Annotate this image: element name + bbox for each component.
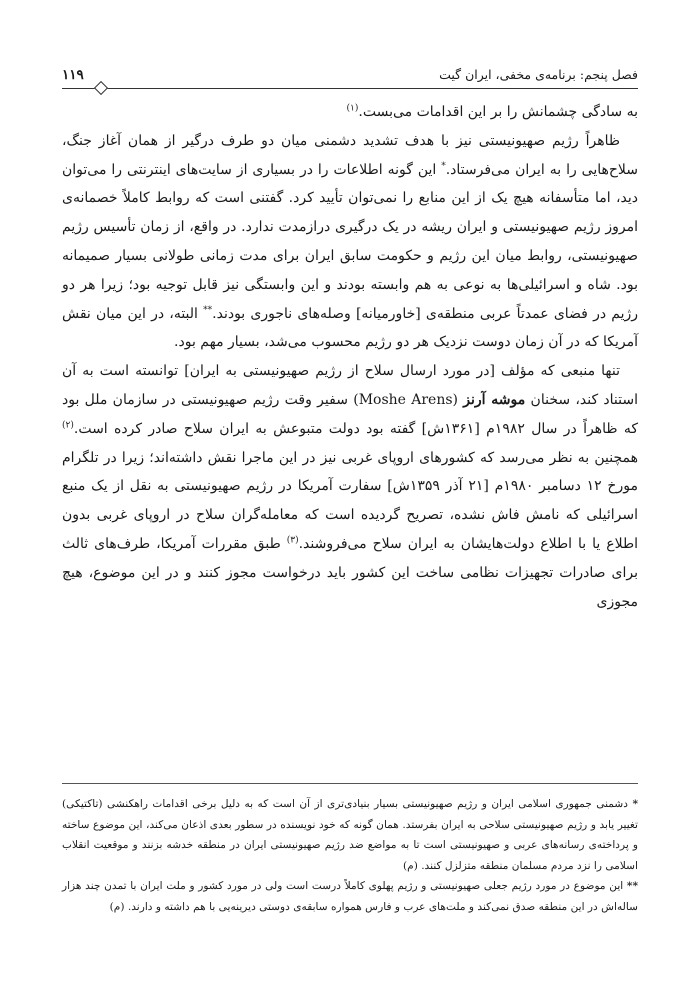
paragraph-text: البته، در این میان نقش آمریکا که در آن زمان دوست نزدیک هر دو رژیم محسوب می‌شد، بسیار مهم بود. [62, 305, 638, 351]
footnote-marker: * [632, 798, 638, 810]
footnote-separator [62, 783, 638, 784]
footnote-mark-1: * [441, 160, 446, 171]
paragraph-text: (Moshe Arens) سفیر وقت رژیم صهیونیستی در سازمان ملل بود که ظاهراً در سال ۱۹۸۲م [۱۳۶۱ش] گفته بود دولت متبوعش به ایران سلاح صادر کرده است. [62, 391, 638, 437]
header-rule [62, 88, 638, 89]
paragraph-text: تنها منبعی که مؤلف [در مورد ارسال سلاح از رژیم صهیونیستی به ایران] توانسته است به آن استناد کند، سخنان [62, 363, 639, 408]
footnote-marker: ** [626, 880, 638, 893]
footnote-1 [62, 794, 638, 876]
chapter-title: فصل پنجم: برنامه‌ی مخفی، ایران گیت [439, 67, 638, 82]
footnote-2 [62, 876, 638, 917]
body-text [62, 98, 638, 616]
paragraph-israel-arms [62, 127, 638, 357]
paragraph-text: ظاهراً رژیم صهیونیستی نیز با هدف تشدید دشمنی میان دو طرف درگیر از همان آغاز جنگ، سلاح‌هایی را به ایران می‌فرستاد. [62, 132, 638, 178]
paragraph-text: این گونه اطلاعات را در بسیاری از سایت‌های اینترنتی را می‌توان دید، اما متأسفانه هیچ یک از این منابع را نمی‌توان تأیید کرد. گفتنی است که روابط کاملاً خصمانه‌ی امروز رژیم صهیونیستی و ایران ریشه در یک درگیری درازمدت ندارد. در واقع، از زمان تأسیس رژیم صهیونیستی، روابط میان این رژیم و حکومت سابق ایران برای مدت زمانی طولانی بسیار صمیمانه بود. شاه و اسرائیلی‌ها به نوعی به هم وابسته بودند و این وابستگی نیز قابل توجیه بود؛ زیرا هر دو رژیم در فضای عمدتاً عربی منطقه‌ی [خاورمیانه] وصله‌های ناجوری بودند. [62, 161, 638, 322]
paragraph-continuation [62, 98, 638, 127]
paragraph-sources [62, 357, 638, 616]
paragraph-text: به سادگی چشمانش را بر این اقدامات می‌بست. [358, 104, 638, 120]
footnote-text: این موضوع در مورد رژیم جعلی صهیونیستی و رژیم پهلوی کاملاً درست است ولی در مورد کشور و ملت ایران با تمدن چند هزار ساله‌اش در این منطقه صدق نمی‌کند و ملت‌های عرب و فارس همواره سابقه‌ی دوستی دیرینه‌یی با هم داشته و دارند. (م) [62, 880, 638, 913]
running-header [62, 66, 638, 88]
paragraph-text: طبق مقررات آمریکا، طرف‌های ثالث برای صادرات تجهیزات نظامی ساخت این کشور باید درخواست مجوز کنند و در این موضوع، هیچ مجوزی [62, 535, 638, 610]
endnote-ref-3: (۳) [286, 535, 299, 546]
footnote-mark-2: ** [203, 304, 213, 315]
paragraph-text: همچنین به نظر می‌رسد که کشورهای اروپای غربی نیز در این ماجرا نقش داشته‌اند؛ زیرا در تلگرام مورخ ۱۲ دسامبر ۱۹۸۰م [۲۱ آذر ۱۳۵۹ش] سفارت آمریکا در رژیم صهیونیستی به نقل از یک منبع اسرائیلی که نامش فاش نشده، تصریح گردیده است که معامله‌گران سلاح در اروپای غربی بدون اطلاع یا با اطلاع دولت‌هایشان به ایران سلاح می‌فروشند. [62, 449, 638, 552]
endnote-ref-1: (۱) [346, 103, 359, 114]
page-number: ۱۱۹ [62, 67, 84, 83]
footnotes [62, 794, 638, 918]
footnote-text: دشمنی جمهوری اسلامی ایران و رژیم صهیونیستی بسیار بنیادی‌تری از آن است که به دلیل برخی اقدامات راهکنشی (تاکتیکی) تغییر یابد و رژیم صهیونیستی سلاحی به ایران بفرستد. همان گونه که خود نویسنده در سطور بعدی اذعان می‌کند، این موضوع ساخته و پرداخته‌ی رسانه‌های عربی و صهیونیستی است تا به مواضع ضد رژیم صهیونیستی ایران در منطقه خدشه بزنند و موقعیت انقلاب اسلامی را نزد مردم مسلمان منطقه متزلزل کنند. (م) [62, 798, 638, 872]
bold-name-moshe-arens: موشه آرنز [463, 391, 526, 408]
endnote-ref-2: (۲) [62, 420, 74, 431]
